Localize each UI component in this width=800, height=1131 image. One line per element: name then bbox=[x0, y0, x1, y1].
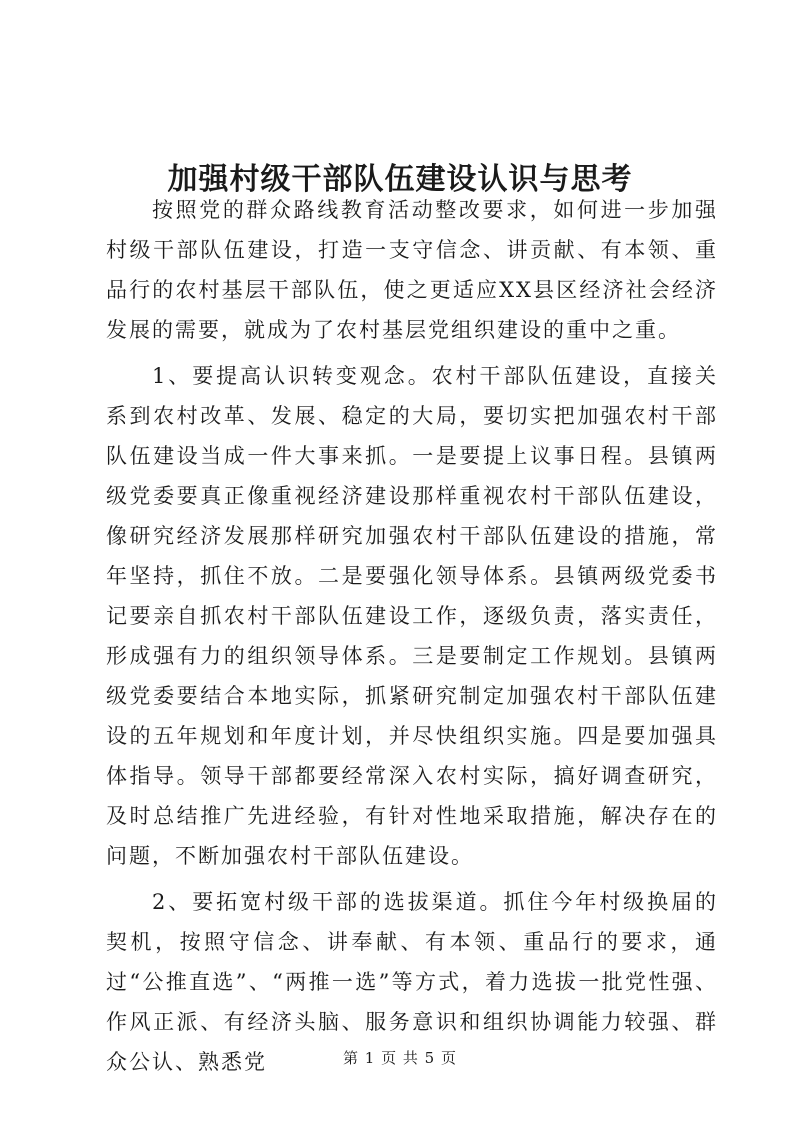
paragraph-section-1: 1、要提高认识转变观念。农村干部队伍建设，直接关系到农村改革、发展、稳定的大局，要切实把加强农村干部队伍建设当成一件大事来抓。一是要提上议事日程。县镇两级党委要真正像重视经济建设那样重视农村干部队伍建设，像研究经济发展那样研究加强农村干部队伍建设的措施，常年坚持，抓住不放。二是要强化领导体系。县镇两级党委书记要亲自抓农村干部队伍建设工作，逐级负责，落实责任，形成强有力的组织领导体系。三是要制定工作规划。县镇两级党委要结合本地实际，抓紧研究制定加强农村干部队伍建设的五年规划和年度计划，并尽快组织实施。四是要加强具体指导。领导干部都要经常深入农村实际，搞好调查研究，及时总结推广先进经验，有针对性地采取措施，解决存在的问题，不断加强农村干部队伍建设。 bbox=[106, 364, 718, 868]
page-footer: 第 1 页 共 5 页 bbox=[343, 1049, 457, 1067]
paragraph-intro: 按照党的群众路线教育活动整改要求，如何进一步加强村级干部队伍建设，打造一支守信念、讲贡献、有本领、重品行的农村基层干部队伍，使之更适应XX县区经济社会经济发展的需要，就成为了农村基层党组织建设的重中之重。 bbox=[106, 198, 718, 342]
document-body bbox=[106, 190, 718, 1082]
document-title: 加强村级干部队伍建设认识与思考 bbox=[167, 162, 633, 198]
paragraph-section-2: 2、要拓宽村级干部的选拔渠道。抓住今年村级换届的契机，按照守信念、讲奉献、有本领、重品行的要求，通过“公推直选”、“两推一选”等方式，着力选拔一批党性强、作风正派、有经济头脑、服务意识和组织协调能力较强、群众公认、熟悉党 bbox=[106, 890, 718, 1074]
